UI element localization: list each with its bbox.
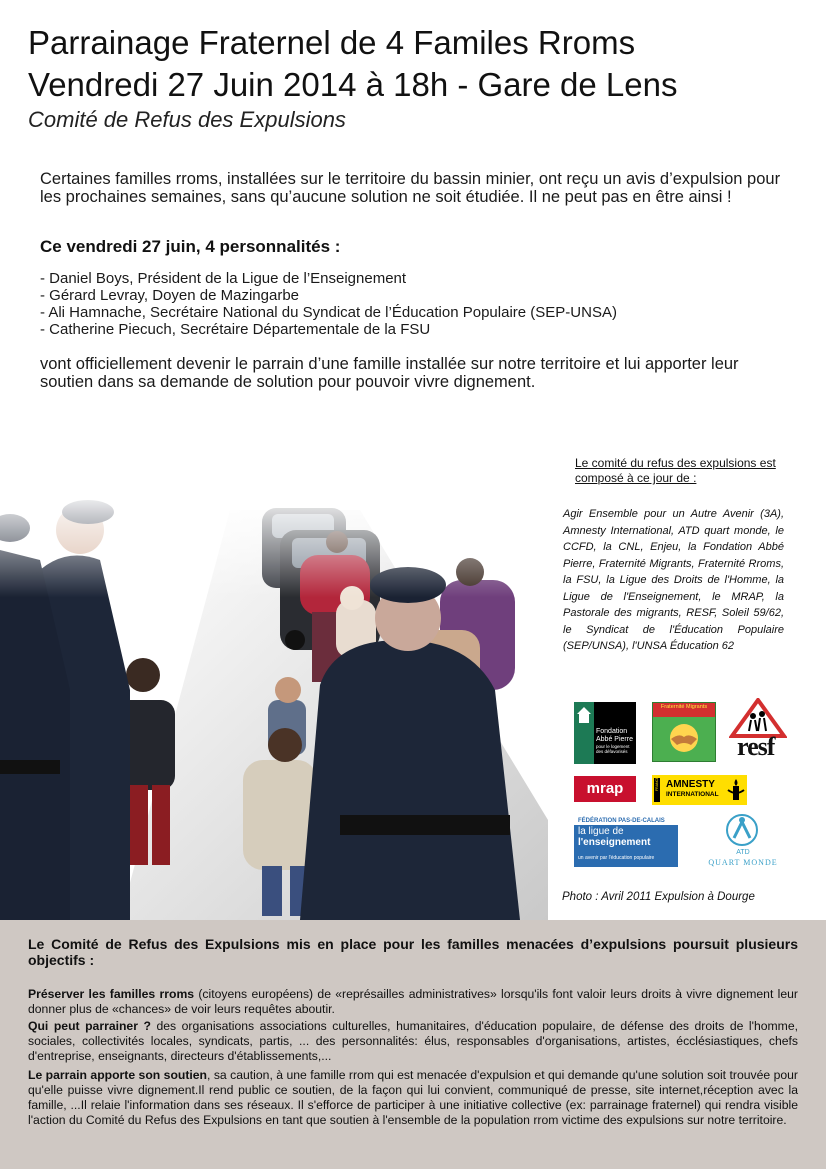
objective-label: Préserver les familles rroms (28, 987, 195, 1001)
logo-text: des défavorisés (596, 749, 628, 754)
candle-icon (727, 778, 745, 803)
logo-text: la ligue de (578, 826, 624, 837)
fraternite-logo (652, 702, 716, 762)
house-icon (576, 706, 592, 724)
objective-paragraph (28, 1068, 798, 1128)
abbe-pierre-logo (574, 702, 636, 764)
list-item: - Catherine Piecuch, Secrétaire Départementale de la FSU (40, 321, 431, 338)
logo-text: un avenir par l'éducation populaire (578, 855, 655, 861)
atd-quart-monde-logo (694, 812, 792, 874)
page-subtitle: Comité de Refus des Expulsions (28, 107, 346, 132)
committee-heading: Le comité du refus des expulsions est composé à ce jour de : (575, 456, 776, 485)
resf-logo (729, 698, 787, 764)
personalities-list (40, 270, 617, 338)
objective-label: Le parrain apporte son soutien (28, 1068, 207, 1082)
intro-paragraph: Certaines familles rroms, installées sur le territoire du bassin minier, ont reçu un avis d’expulsion pour les prochaines semaines, sans qu’aucune solution ne soit étudiée. Il ne peut pas en être ainsi ! (40, 170, 781, 206)
objective-text: des organisations associations culturelles, humanitaires, d'éducation populaire, de défense des droits de l'homme, sociales, collectivités locales, syndicats, partis, ... des personnalités: élus, responsables d'organisations, artistes, écclésiastiques, chefs d'entreprise, enseignants, directeurs d'établissements,... (28, 1019, 798, 1063)
sponsor-paragraph: vont officiellement devenir le parrain d’une famille installée sur notre territoire et lui apporter leur soutien dans sa demande de solution pour pouvoir vivre dignement. (40, 355, 739, 391)
logo-text: ATD (736, 849, 750, 856)
logo-text: Fondation (596, 728, 628, 735)
logo-text: l'enseignement (578, 837, 651, 848)
objective-label: Qui peut parrainer ? (28, 1019, 151, 1033)
atd-figure-icon (722, 812, 762, 848)
list-item: - Daniel Boys, Président de la Ligue de l’Enseignement (40, 270, 407, 287)
logo-text: mrap (586, 780, 624, 797)
logo-text: pour le logement (596, 744, 630, 749)
logo-text: FRANCE (655, 776, 659, 791)
amnesty-logo (652, 775, 747, 805)
objectives-title: Le Comité de Refus des Expulsions mis en place pour les familles menacées d’expulsions poursuit plusieurs objectifs : (28, 936, 798, 968)
objectives-box (0, 920, 826, 1169)
ligue-enseignement-logo (574, 817, 678, 867)
logo-text: AMNESTY (666, 779, 715, 790)
committee-members: Agir Ensemble pour un Autre Avenir (3A), Amnesty International, ATD quart monde, le CCFD, la CNL, Enjeu, la Fondation Abbé Pierre, Fraternité Migrants, Fraternité Rroms, la FSU, la Ligue des Droits de l'Homme, la Ligue de l'Enseignement, le MRAP, la Pastorale des migrants, RESF, Soleil 59/62, le Syndicat de l'Éducation Populaire (SEP/UNSA), l'UNSA Éducation 62 (563, 508, 784, 652)
logo-text: resf (737, 732, 775, 761)
logo-text: Fraternité Migrants (660, 704, 708, 710)
objective-paragraph (28, 987, 798, 1017)
logo-text: FÉDÉRATION PAS-DE-CALAIS (578, 818, 665, 824)
objective-paragraph (28, 1019, 798, 1064)
logo-text: QUART MONDE (708, 858, 778, 867)
objective-text: (citoyens européens) de «représailles administratives» lorsqu'ils font valoir leurs droits à vivre dignement leur donner plus de «chances» de voir leurs requêtes aboutir. (28, 987, 798, 1016)
page-title-line1: Parrainage Fraternel de 4 Familes Rroms (28, 24, 636, 61)
handshake-icon (665, 723, 703, 753)
expulsion-photo (0, 490, 548, 920)
photo-credit: Photo : Avril 2011 Expulsion à Dourge (562, 891, 755, 903)
list-item: - Ali Hamnache, Secrétaire National du Syndicat de l’Éducation Populaire (SEP-UNSA) (40, 304, 617, 321)
list-item: - Gérard Levray, Doyen de Mazingarbe (40, 287, 300, 304)
objective-text: , sa caution, à une famille rrom qui est menacée d'expulsion et qui demande qu'une solution soit trouvée pour qu'elle puisse vivre dignement.Il rend public ce soutien, de la façon qui lui convient, communiqué de presse, site internet,réception avec la famille, ...Il relaie l'information dans ses réseaux. Il s'efforce de participer à une initiative collective (ex: parrainage fraternel) qui rendra visible l'action du Comité du Refus des Expulsions en tant que soutien à l'ensemble de la population rrom victime des expulsions sur notre territoire. (28, 1068, 798, 1127)
logo-text: Abbé Pierre (596, 736, 633, 743)
logo-text: INTERNATIONAL (666, 791, 719, 798)
mrap-logo (574, 776, 636, 802)
personalities-heading: Ce vendredi 27 juin, 4 personnalités : (40, 237, 341, 256)
page-title-line2: Vendredi 27 Juin 2014 à 18h - Gare de Lens (28, 66, 678, 103)
